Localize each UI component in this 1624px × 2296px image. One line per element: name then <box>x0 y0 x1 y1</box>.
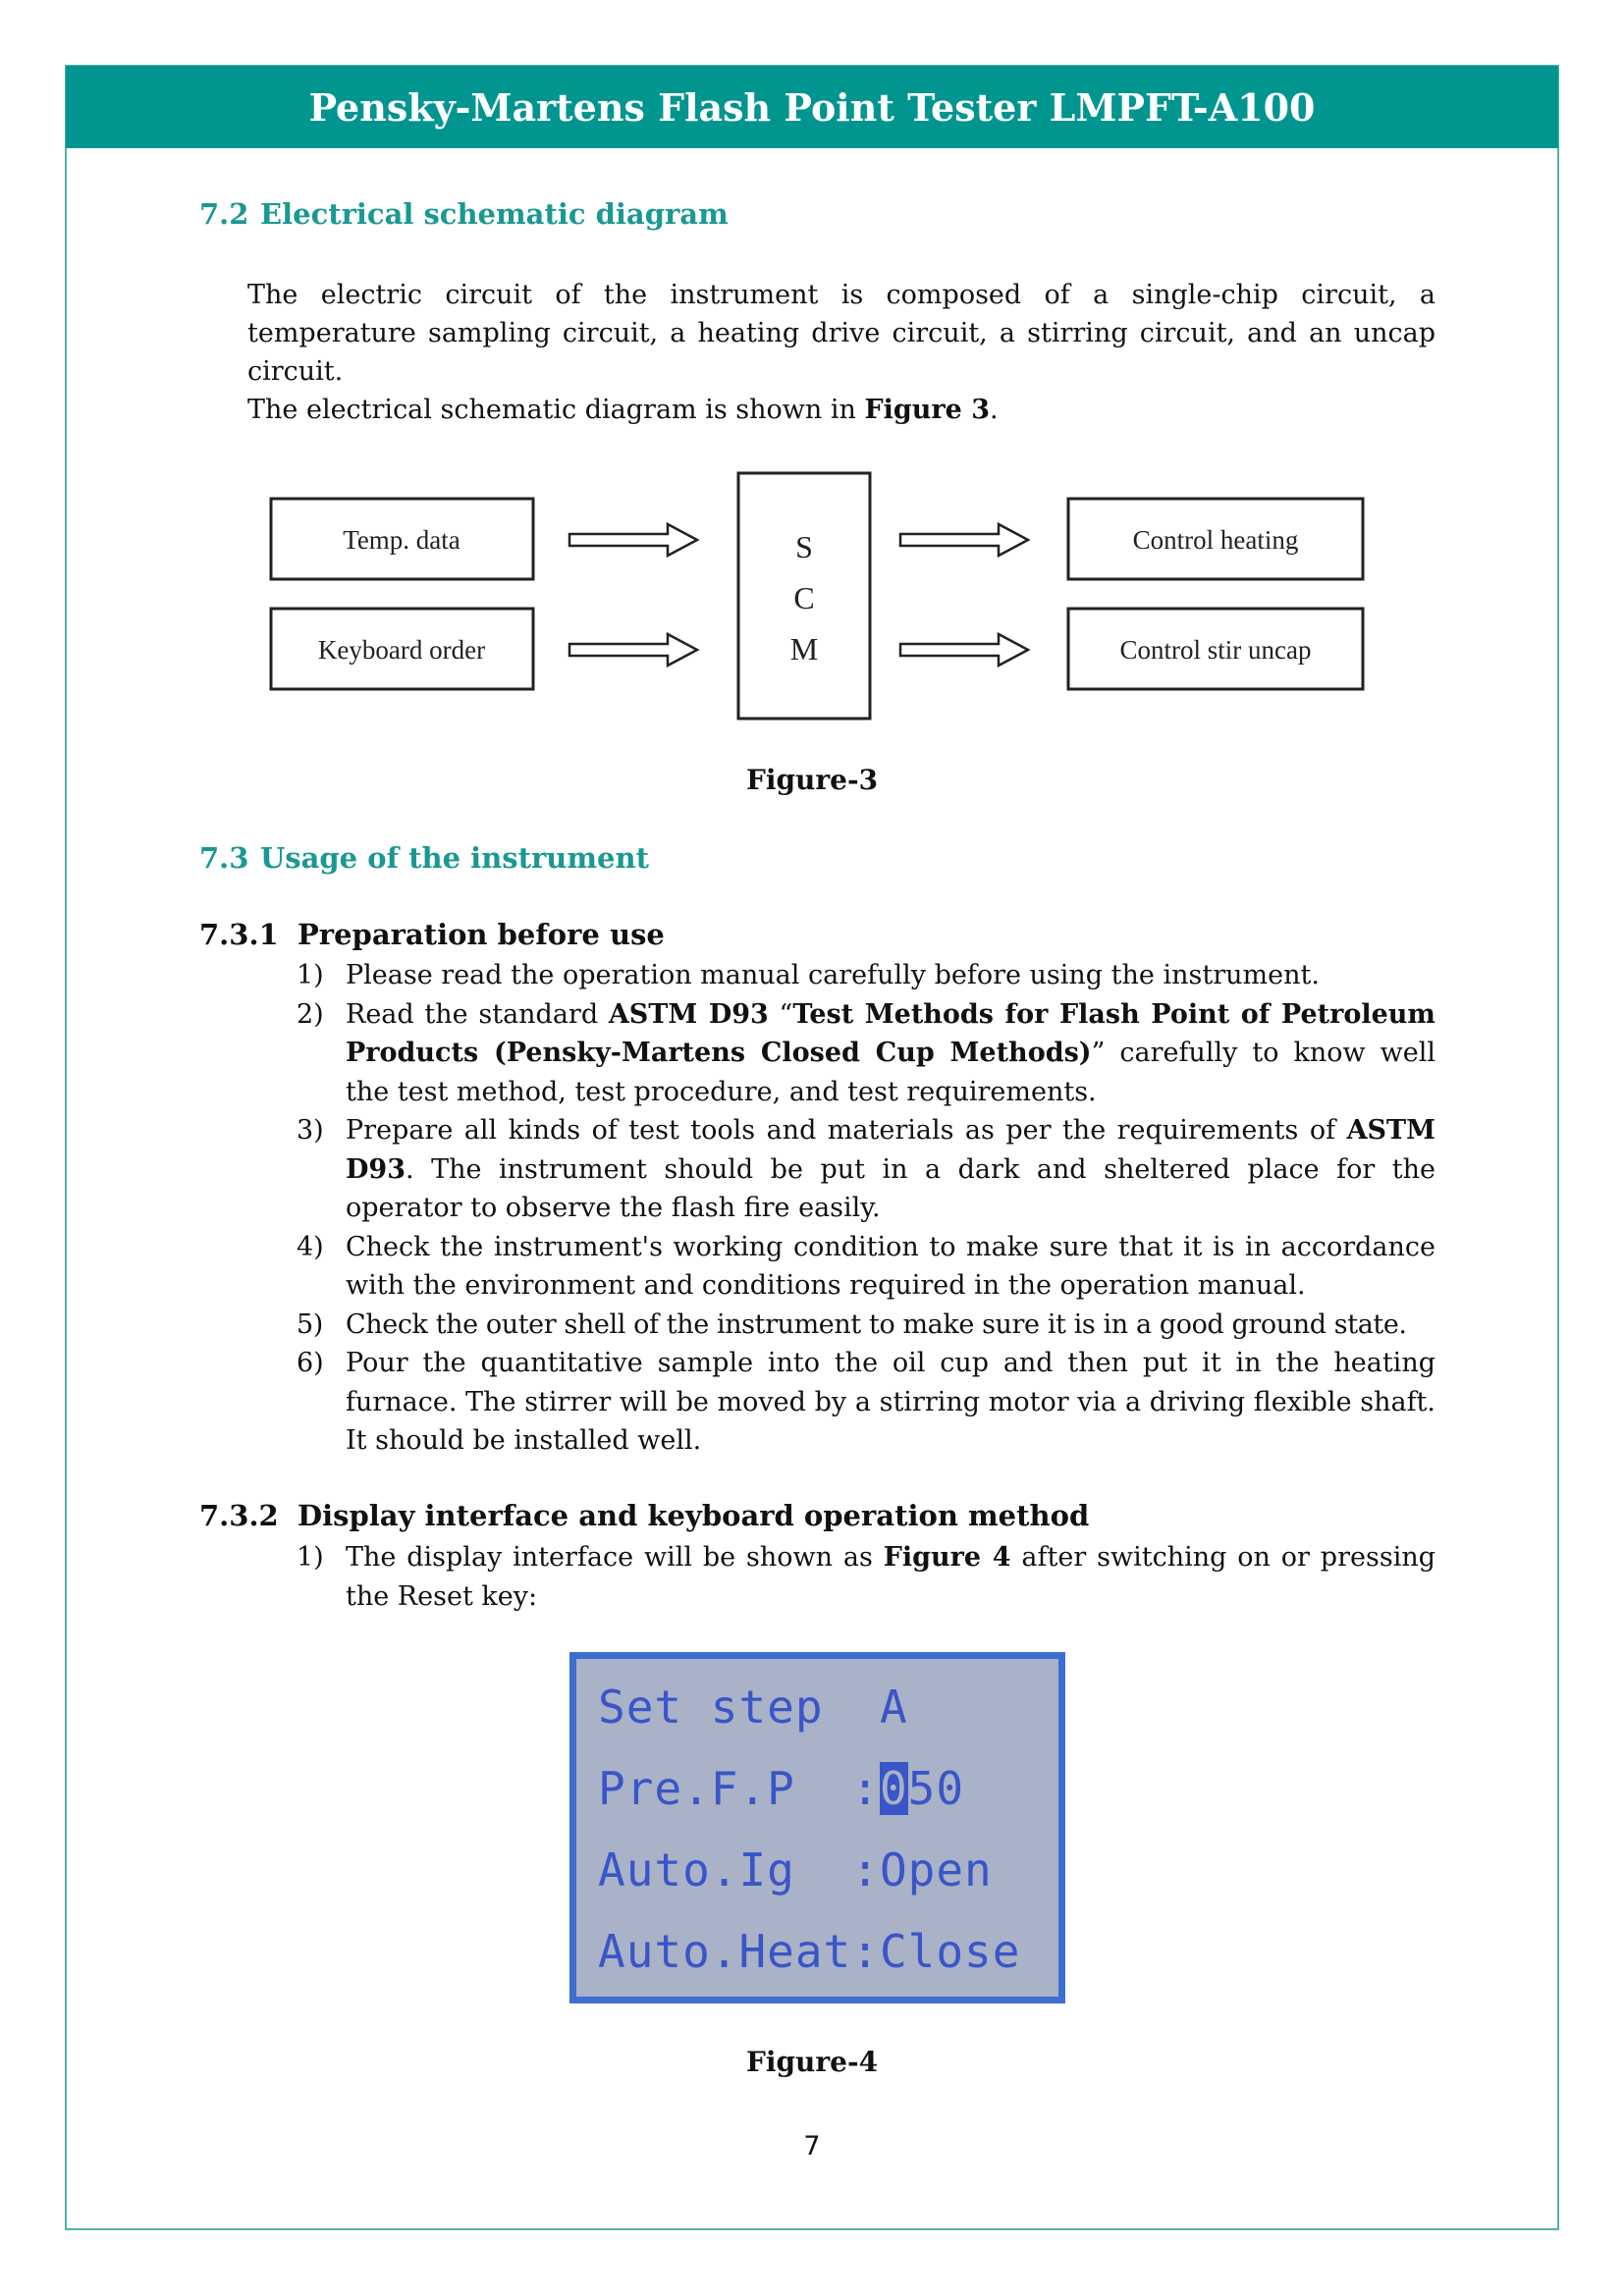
section-number: 7.3 <box>199 841 249 875</box>
text-run: Prepare all kinds of test tools and materials as per the requirements of <box>346 1115 1347 1146</box>
scm-letter-m: M <box>789 631 819 667</box>
figure-reference: Figure 3 <box>864 395 991 425</box>
section-title: Display interface and keyboard operation method <box>298 1499 1090 1532</box>
list-item <box>297 1111 1435 1228</box>
standard-reference: ASTM D93 <box>608 998 769 1030</box>
lcd-label: Set step <box>598 1681 824 1734</box>
scm-letter-c: C <box>793 580 815 615</box>
section-heading-7-3-1 <box>199 918 665 951</box>
figure-reference: Figure 4 <box>883 1542 1011 1573</box>
lcd-label: Auto.Ig <box>598 1843 795 1896</box>
temp-data-label: Temp. data <box>343 525 460 555</box>
list-item <box>297 1538 1435 1616</box>
text-run: “ <box>768 998 793 1030</box>
lcd-row-set-step <box>598 1681 908 1734</box>
section-heading-7-3-2 <box>199 1499 1089 1532</box>
list-item <box>297 1228 1435 1306</box>
arrow-right-icon <box>900 634 1028 666</box>
list-item-number: 1) <box>297 960 324 990</box>
standard-reference: ASTM D93 <box>346 1115 1435 1185</box>
figure-3-caption: Figure-3 <box>745 764 879 796</box>
control-heating-label: Control heating <box>1132 525 1299 555</box>
section-heading-7-3 <box>199 841 649 875</box>
scm-letter-s: S <box>795 529 813 564</box>
lcd-cursor: 0 <box>879 1762 908 1815</box>
section-title: Preparation before use <box>298 918 665 951</box>
list-item-text: Pour the quantitative sample into the oil cup and then put it in the heating furnace. The stirrer will be moved by a stirring motor via a driving flexible shaft. It should be installed well. <box>346 1348 1435 1456</box>
section-number: 7.3.1 <box>199 918 279 951</box>
section-number: 7.2 <box>199 197 249 231</box>
text-run: . <box>990 395 999 425</box>
text-run: Read the standard <box>346 998 609 1030</box>
lcd-row-auto-ig: Auto.Ig :Open <box>598 1843 993 1896</box>
lcd-value: A <box>879 1681 908 1734</box>
list-item <box>297 995 1435 1112</box>
lcd-display-screen <box>569 1652 1065 2003</box>
list-item-text: Check the instrument's working condition to make sure that it is in accordance with the environment and conditions required in the operation manual. <box>346 1231 1435 1301</box>
display-interface-list <box>297 1538 1435 1616</box>
section-7-2-paragraph-1: The electric circuit of the instrument is composed of a single-chip circuit, a temperature sampling circuit, a heating drive circuit, a stirring circuit, and an uncap circuit. <box>247 280 1435 387</box>
text-run: The electrical schematic diagram is shown in <box>247 395 865 425</box>
text-run: . The instrument should be put in a dark and sheltered place for the operator to observe the flash fire easily. <box>346 1153 1435 1223</box>
list-item-number: 1) <box>297 1542 324 1573</box>
lcd-value: 50 <box>907 1762 965 1815</box>
arrow-right-icon <box>569 634 697 666</box>
text-run: The display interface will be shown as <box>346 1542 884 1573</box>
text-run: after switching on or pressing the Reset key: <box>346 1542 1436 1612</box>
list-item-number: 5) <box>297 1308 323 1340</box>
electrical-schematic-diagram <box>267 469 1367 724</box>
section-number: 7.3.2 <box>199 1499 279 1532</box>
keyboard-order-label: Keyboard order <box>317 635 486 665</box>
preparation-list <box>297 956 1435 1461</box>
section-7-2-paragraph-2 <box>247 391 1435 429</box>
list-item-number: 2) <box>297 998 324 1030</box>
list-item-number: 6) <box>297 1348 324 1378</box>
section-heading-7-2 <box>199 197 729 231</box>
page-number: 7 <box>803 2131 821 2162</box>
text-run: ” carefully to know well the test method, test procedure, and test requirements. <box>346 1038 1435 1107</box>
lcd-label: Auto.Heat <box>598 1925 852 1978</box>
list-item-text: Please read the operation manual carefully before using the instrument. <box>346 960 1320 990</box>
lcd-label: Pre.F.P <box>598 1762 795 1815</box>
lcd-value: Open <box>879 1843 993 1896</box>
lcd-value: Close <box>879 1925 1021 1978</box>
arrow-right-icon <box>900 524 1028 556</box>
list-item <box>297 956 1435 995</box>
lcd-row-pre-fp: Pre.F.P :050 <box>598 1762 965 1815</box>
list-item-number: 4) <box>297 1231 324 1262</box>
lcd-row-auto-heat: Auto.Heat:Close <box>598 1925 1021 1978</box>
list-item-text: Check the outer shell of the instrument to make sure it is in a good ground state. <box>346 1308 1407 1340</box>
list-item <box>297 1344 1435 1461</box>
section-title: Usage of the instrument <box>260 841 649 875</box>
section-title: Electrical schematic diagram <box>260 197 729 231</box>
arrow-right-icon <box>569 524 697 556</box>
standard-title: Test Methods for Flash Point of Petroleum Products (Pensky-Martens Closed Cup Methods) <box>346 998 1435 1068</box>
figure-4-caption: Figure-4 <box>745 2046 879 2078</box>
list-item <box>297 1306 1435 1345</box>
page-header-title: Pensky-Martens Flash Point Tester LMPFT-A100 <box>66 66 1558 148</box>
control-stir-uncap-label: Control stir uncap <box>1119 635 1312 665</box>
list-item-number: 3) <box>297 1115 324 1146</box>
